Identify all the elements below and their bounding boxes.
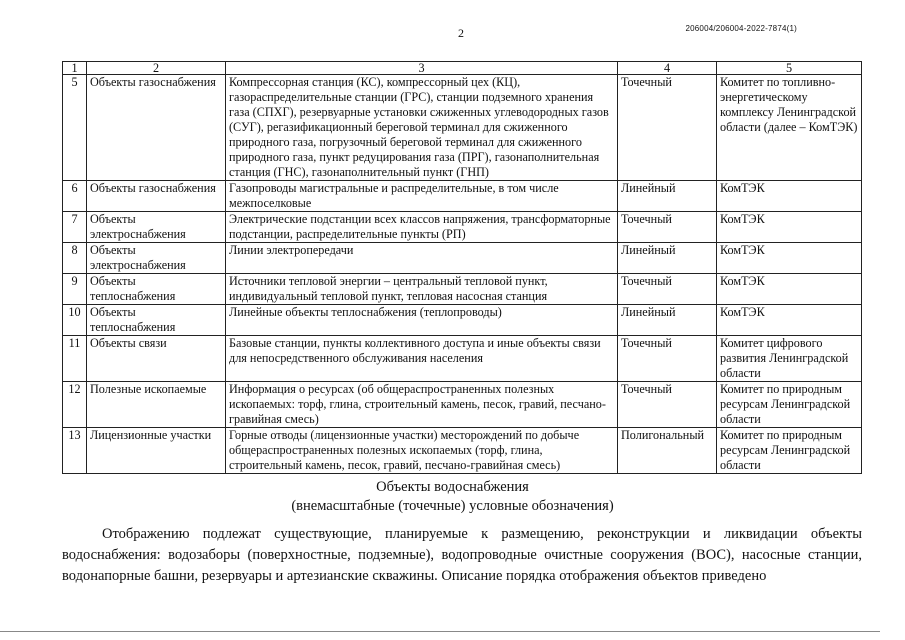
table-row <box>63 305 862 336</box>
object-description: Электрические подстанции всех классов напряжения, трансформаторные подстанции, распределительные пункты (РП) <box>226 212 618 243</box>
object-name: Лицензионные участки <box>87 428 226 474</box>
object-type: Точечный <box>618 382 717 428</box>
row-number: 6 <box>63 181 87 212</box>
responsible-authority: Комитет по топливно-энергетическому комплексу Ленинградской области (далее – КомТЭК) <box>717 75 862 181</box>
document-id: 206004/206004-2022-7874(1) <box>685 24 797 33</box>
row-number: 10 <box>63 305 87 336</box>
section-title: Объекты водоснабжения <box>376 479 529 495</box>
table-header-row <box>63 62 862 75</box>
row-number: 7 <box>63 212 87 243</box>
table-row <box>63 181 862 212</box>
row-number: 8 <box>63 243 87 274</box>
object-description: Линейные объекты теплоснабжения (теплопроводы) <box>226 305 618 336</box>
object-description: Компрессорная станция (КС), компрессорный цех (КЦ), газораспределительные станции (ГРС), станции подземного хранения газа (СПХГ), резервуарные установки сжиженных углеводородных газов (СУГ), регазификационный береговой терминал для сжиженного природного газа, погрузочный береговой терминал для сжиженного природного газа, пункт редуцирования газа (ПРГ), газонаполнительная станция (ГНС), газонаполнительный пункт (ГНП) <box>226 75 618 181</box>
row-number: 13 <box>63 428 87 474</box>
object-type: Линейный <box>618 305 717 336</box>
object-name: Объекты газоснабжения <box>87 75 226 181</box>
object-name: Объекты теплоснабжения <box>87 305 226 336</box>
object-type: Точечный <box>618 336 717 382</box>
responsible-authority: КомТЭК <box>717 212 862 243</box>
object-name: Объекты связи <box>87 336 226 382</box>
object-description: Линии электропередачи <box>226 243 618 274</box>
table-row <box>63 428 862 474</box>
row-number: 9 <box>63 274 87 305</box>
table-row <box>63 243 862 274</box>
page-number: 2 <box>458 26 464 40</box>
responsible-authority: КомТЭК <box>717 243 862 274</box>
object-type: Линейный <box>618 243 717 274</box>
object-name: Объекты электроснабжения <box>87 243 226 274</box>
object-name: Объекты теплоснабжения <box>87 274 226 305</box>
responsible-authority: КомТЭК <box>717 181 862 212</box>
object-type: Линейный <box>618 181 717 212</box>
object-description: Информация о ресурсах (об общераспространенных полезных ископаемых: торф, глина, строительный камень, песок, гравий, песчано-гравийная смесь) <box>226 382 618 428</box>
section-subtitle: (внемасштабные (точечные) условные обозначения) <box>291 498 614 514</box>
objects-table <box>62 61 862 474</box>
responsible-authority: Комитет по природным ресурсам Ленинградской области <box>717 382 862 428</box>
responsible-authority: Комитет по природным ресурсам Ленинградской области <box>717 428 862 474</box>
row-number: 12 <box>63 382 87 428</box>
object-name: Полезные ископаемые <box>87 382 226 428</box>
responsible-authority: КомТЭК <box>717 305 862 336</box>
column-header: 1 <box>63 62 87 75</box>
responsible-authority: Комитет цифрового развития Ленинградской области <box>717 336 862 382</box>
column-header: 4 <box>618 62 717 75</box>
table-row <box>63 336 862 382</box>
object-name: Объекты электроснабжения <box>87 212 226 243</box>
row-number: 11 <box>63 336 87 382</box>
page-bottom-rule <box>0 631 880 632</box>
object-name: Объекты газоснабжения <box>87 181 226 212</box>
section-paragraph: Отображению подлежат существующие, планируемые к размещению, реконструкции и ликвидации объекты водоснабжения: водозаборы (поверхностные, подземные), водопроводные очистные сооружения (ВОС), насосные станции, водонапорные башни, резервуары и артезианские скважины. Описание порядка отображения объектов приведено <box>62 526 862 584</box>
column-header: 3 <box>226 62 618 75</box>
table-row <box>63 382 862 428</box>
column-header: 2 <box>87 62 226 75</box>
object-type: Точечный <box>618 274 717 305</box>
object-description: Горные отводы (лицензионные участки) месторождений по добыче общераспространенных полезных ископаемых (торф, глина, строительный камень, песок, гравий, песчано-гравийная смесь) <box>226 428 618 474</box>
object-description: Газопроводы магистральные и распределительные, в том числе межпоселковые <box>226 181 618 212</box>
table-row <box>63 274 862 305</box>
object-description: Базовые станции, пункты коллективного доступа и иные объекты связи для непосредственного обслуживания населения <box>226 336 618 382</box>
object-type: Полигональный <box>618 428 717 474</box>
column-header: 5 <box>717 62 862 75</box>
table-row <box>63 75 862 181</box>
row-number: 5 <box>63 75 87 181</box>
object-type: Точечный <box>618 212 717 243</box>
object-type: Точечный <box>618 75 717 181</box>
table-row <box>63 212 862 243</box>
object-description: Источники тепловой энергии – центральный тепловой пункт, индивидуальный тепловой пункт, тепловая насосная станция <box>226 274 618 305</box>
responsible-authority: КомТЭК <box>717 274 862 305</box>
